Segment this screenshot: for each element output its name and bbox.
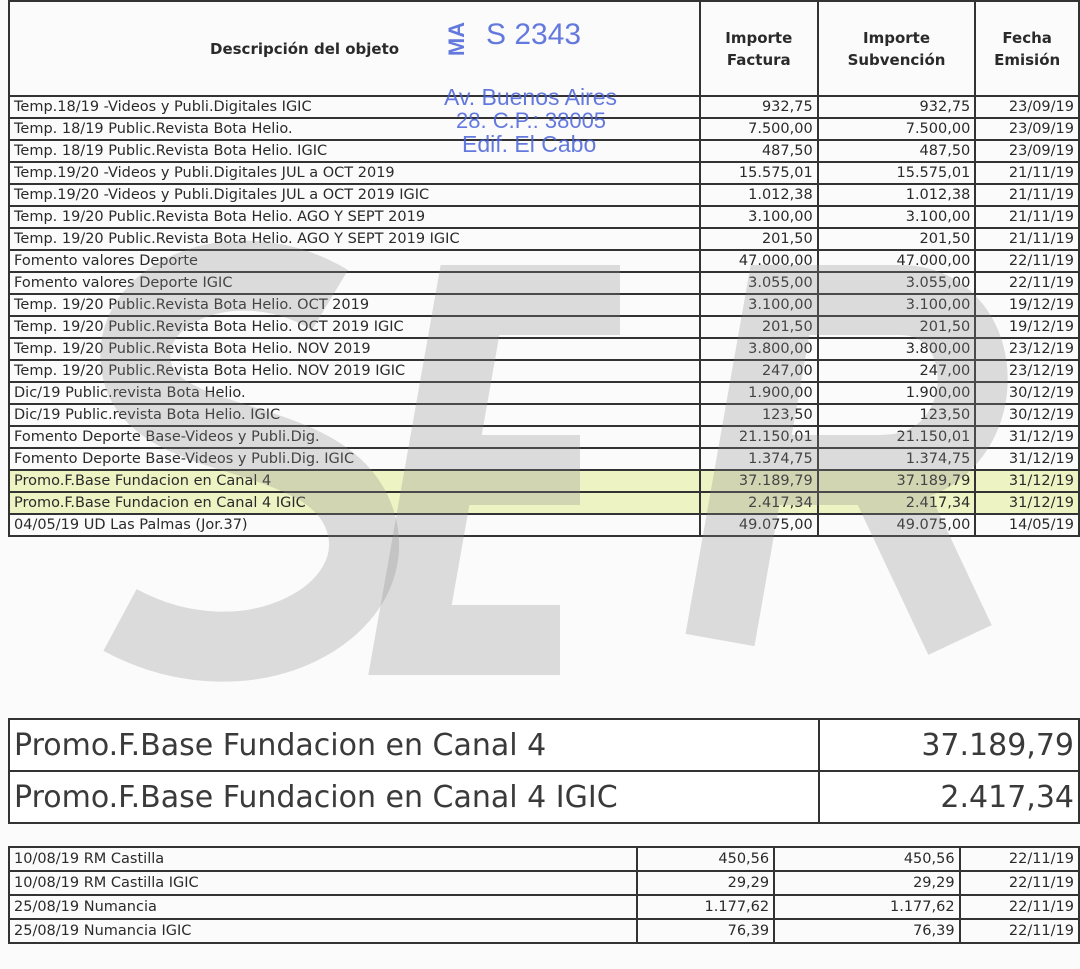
row-invoice-amount: 15.575,01 [700,162,818,184]
row-description: 25/08/19 Numancia IGIC [9,919,637,943]
row-description: Temp.19/20 -Videos y Publi.Digitales JUL a OCT 2019 [9,162,700,184]
row-subsidy-amount: 3.800,00 [818,338,976,360]
row-subsidy-amount: 2.417,34 [818,492,976,514]
row-invoice-amount: 1.900,00 [700,382,818,404]
row-invoice-amount: 47.000,00 [700,250,818,272]
table-row [9,448,1079,470]
zoomed-amount: 37.189,79 [819,719,1079,771]
row-issue-date: 19/12/19 [975,294,1079,316]
row-description: 10/08/19 RM Castilla [9,847,637,871]
row-issue-date: 22/11/19 [975,250,1079,272]
table-row [9,470,1079,492]
stamp-address-line2: 28. C.P.: 38005 [456,108,607,133]
row-subsidy-amount: 49.075,00 [818,514,976,536]
row-invoice-amount: 932,75 [700,96,818,118]
row-issue-date: 23/12/19 [975,360,1079,382]
table-row [9,382,1079,404]
table-row [9,316,1079,338]
row-invoice-amount: 29,29 [637,871,774,895]
table-row [9,871,1079,895]
header-subsidy-amount: Importe Subvención [818,1,976,96]
row-invoice-amount: 1.374,75 [700,448,818,470]
table-row [9,895,1079,919]
row-subsidy-amount: 7.500,00 [818,118,976,140]
row-description: Promo.F.Base Fundacion en Canal 4 IGIC [9,492,700,514]
row-description: Temp. 18/19 Public.Revista Bota Helio. [9,118,700,140]
table-row [9,426,1079,448]
table-row [9,338,1079,360]
table-row [9,404,1079,426]
row-invoice-amount: 487,50 [700,140,818,162]
row-subsidy-amount: 1.374,75 [818,448,976,470]
row-description: Temp. 19/20 Public.Revista Bota Helio. AGO Y SEPT 2019 [9,206,700,228]
row-issue-date: 19/12/19 [975,316,1079,338]
zoomed-highlight-box [8,718,1080,824]
table-row [9,514,1079,536]
row-invoice-amount: 247,00 [700,360,818,382]
row-issue-date: 21/11/19 [975,206,1079,228]
row-invoice-amount: 3.100,00 [700,206,818,228]
row-issue-date: 22/11/19 [960,895,1079,919]
row-description: 10/08/19 RM Castilla IGIC [9,871,637,895]
row-issue-date: 21/11/19 [975,162,1079,184]
row-invoice-amount: 2.417,34 [700,492,818,514]
row-subsidy-amount: 932,75 [818,96,976,118]
row-description: Temp. 19/20 Public.Revista Bota Helio. OCT 2019 [9,294,700,316]
table-header [9,1,1079,96]
row-description: Temp.19/20 -Videos y Publi.Digitales JUL a OCT 2019 IGIC [9,184,700,206]
row-issue-date: 14/05/19 [975,514,1079,536]
table-row [9,847,1079,871]
table-row [9,206,1079,228]
row-invoice-amount: 3.100,00 [700,294,818,316]
table-row [9,162,1079,184]
row-invoice-amount: 49.075,00 [700,514,818,536]
row-subsidy-amount: 29,29 [774,871,959,895]
table-row [9,96,1079,118]
invoice-table [8,0,1080,537]
row-description: Dic/19 Public.revista Bota Helio. IGIC [9,404,700,426]
table-row [9,919,1079,943]
row-subsidy-amount: 450,56 [774,847,959,871]
row-issue-date: 23/09/19 [975,140,1079,162]
row-issue-date: 21/11/19 [975,228,1079,250]
stamp-address-line1: Av. Buenos Aires [444,84,618,110]
row-subsidy-amount: 3.100,00 [818,206,976,228]
row-invoice-amount: 123,50 [700,404,818,426]
table-row [9,272,1079,294]
row-description: Promo.F.Base Fundacion en Canal 4 [9,470,700,492]
row-subsidy-amount: 21.150,01 [818,426,976,448]
row-issue-date: 30/12/19 [975,404,1079,426]
zoomed-row [9,719,1079,771]
table-row [9,250,1079,272]
row-subsidy-amount: 487,50 [818,140,976,162]
row-description: Fomento valores Deporte [9,250,700,272]
zoomed-description: Promo.F.Base Fundacion en Canal 4 [9,719,819,771]
row-invoice-amount: 3.800,00 [700,338,818,360]
row-issue-date: 23/09/19 [975,118,1079,140]
row-subsidy-amount: 3.100,00 [818,294,976,316]
row-description: 25/08/19 Numancia [9,895,637,919]
zoomed-description: Promo.F.Base Fundacion en Canal 4 IGIC [9,771,819,823]
row-subsidy-amount: 37.189,79 [818,470,976,492]
table-row [9,360,1079,382]
row-invoice-amount: 21.150,01 [700,426,818,448]
row-issue-date: 22/11/19 [975,272,1079,294]
row-issue-date: 22/11/19 [960,847,1079,871]
row-description: Dic/19 Public.revista Bota Helio. [9,382,700,404]
row-issue-date: 30/12/19 [975,382,1079,404]
row-description: Fomento Deporte Base-Videos y Publi.Dig. [9,426,700,448]
row-subsidy-amount: 76,39 [774,919,959,943]
stamp-rotated-text: MA [444,21,470,57]
row-subsidy-amount: 3.055,00 [818,272,976,294]
row-issue-date: 31/12/19 [975,492,1079,514]
row-subsidy-amount: 1.900,00 [818,382,976,404]
row-description: 04/05/19 UD Las Palmas (Jor.37) [9,514,700,536]
row-subsidy-amount: 1.012,38 [818,184,976,206]
row-subsidy-amount: 1.177,62 [774,895,959,919]
row-description: Fomento valores Deporte IGIC [9,272,700,294]
zoomed-row [9,771,1079,823]
row-subsidy-amount: 201,50 [818,228,976,250]
row-invoice-amount: 7.500,00 [700,118,818,140]
row-description: Fomento Deporte Base-Videos y Publi.Dig. IGIC [9,448,700,470]
row-subsidy-amount: 47.000,00 [818,250,976,272]
row-issue-date: 31/12/19 [975,470,1079,492]
header-invoice-amount: Importe Factura [700,1,818,96]
row-description: Temp. 19/20 Public.Revista Bota Helio. OCT 2019 IGIC [9,316,700,338]
row-invoice-amount: 201,50 [700,316,818,338]
table-row [9,492,1079,514]
row-invoice-amount: 1.012,38 [700,184,818,206]
row-invoice-amount: 3.055,00 [700,272,818,294]
table-row [9,228,1079,250]
row-description: Temp. 18/19 Public.Revista Bota Helio. IGIC [9,140,700,162]
row-invoice-amount: 76,39 [637,919,774,943]
row-issue-date: 22/11/19 [960,871,1079,895]
row-invoice-amount: 1.177,62 [637,895,774,919]
header-description: Descripción del objeto [9,1,700,96]
row-subsidy-amount: 15.575,01 [818,162,976,184]
row-issue-date: 31/12/19 [975,448,1079,470]
row-issue-date: 23/09/19 [975,96,1079,118]
table-row [9,184,1079,206]
row-description: Temp. 19/20 Public.Revista Bota Helio. NOV 2019 IGIC [9,360,700,382]
row-issue-date: 23/12/19 [975,338,1079,360]
row-issue-date: 31/12/19 [975,426,1079,448]
table-row [9,140,1079,162]
row-invoice-amount: 37.189,79 [700,470,818,492]
row-invoice-amount: 450,56 [637,847,774,871]
header-issue-date: Fecha Emisión [975,1,1079,96]
row-subsidy-amount: 247,00 [818,360,976,382]
stamp-address-line3: Edif. El Cabo [462,131,597,157]
row-description: Temp. 19/20 Public.Revista Bota Helio. NOV 2019 [9,338,700,360]
table-row [9,118,1079,140]
table-row [9,294,1079,316]
row-issue-date: 21/11/19 [975,184,1079,206]
row-subsidy-amount: 123,50 [818,404,976,426]
row-description: Temp. 19/20 Public.Revista Bota Helio. AGO Y SEPT 2019 IGIC [9,228,700,250]
row-subsidy-amount: 201,50 [818,316,976,338]
row-invoice-amount: 201,50 [700,228,818,250]
row-description: Temp.18/19 -Videos y Publi.Digitales IGIC [9,96,700,118]
stamp-number: S 2343 [486,18,582,51]
zoomed-amount: 2.417,34 [819,771,1079,823]
invoice-table-continued [8,846,1080,944]
row-issue-date: 22/11/19 [960,919,1079,943]
